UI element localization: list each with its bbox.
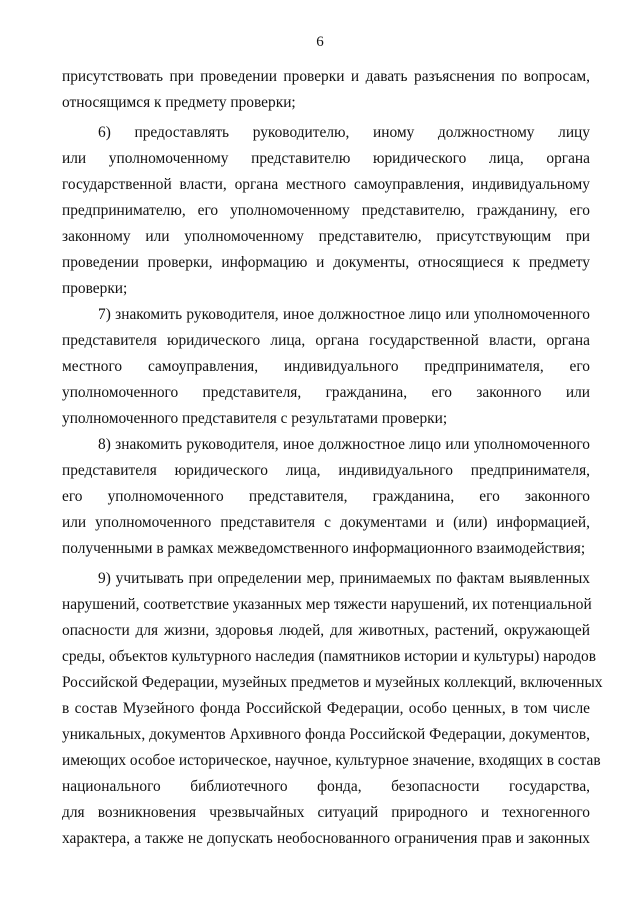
text-line: 9) учитывать при определении мер, принимаемых по фактам выявленных	[98, 570, 590, 587]
text-line: имеющих особое историческое, научное, культурное значение, входящих в состав	[62, 752, 601, 769]
text-line: в состав Музейного фонда Российской Федерации, особо ценных, в том числе	[62, 700, 590, 717]
text-line: присутствовать при проведении проверки и давать разъяснения по вопросам,	[62, 68, 590, 85]
text-line: уполномоченного представителя с результатами проверки;	[62, 410, 448, 427]
text-line: национального библиотечного фонда, безопасности государства,	[62, 778, 590, 795]
text-line: опасности для жизни, здоровья людей, для животных, растений, окружающей	[62, 622, 590, 639]
text-line: для возникновения чрезвычайных ситуаций природного и техногенного	[62, 804, 590, 821]
text-line: представителя юридического лица, индивидуального предпринимателя,	[62, 462, 590, 479]
text-line: государственной власти, органа местного самоуправления, индивидуальному	[62, 176, 590, 193]
text-line: Российской Федерации, музейных предметов и музейных коллекций, включенных	[62, 674, 603, 691]
text-line: его уполномоченного представителя, гражданина, его законного	[62, 488, 590, 505]
text-line: 6) предоставлять руководителю, иному должностному лицу	[98, 124, 590, 141]
text-line: среды, объектов культурного наследия (памятников истории и культуры) народов	[62, 648, 596, 665]
text-line: законному или уполномоченному представителю, присутствующим при	[62, 228, 590, 245]
text-line: предпринимателю, его уполномоченному представителю, гражданину, его	[62, 202, 590, 219]
text-line: проверки;	[62, 280, 128, 297]
text-line: относящимся к предмету проверки;	[62, 94, 296, 111]
text-line: 7) знакомить руководителя, иное должностное лицо или уполномоченного	[98, 306, 590, 323]
text-line: уполномоченного представителя, гражданина, его законного или	[62, 384, 590, 401]
text-line: нарушений, соответствие указанных мер тяжести нарушений, их потенциальной	[62, 596, 592, 613]
text-line: 8) знакомить руководителя, иное должностное лицо или уполномоченного	[98, 436, 590, 453]
text-line: представителя юридического лица, органа государственной власти, органа	[62, 332, 590, 349]
text-line: проведении проверки, информацию и документы, относящиеся к предмету	[62, 254, 590, 271]
text-line: или уполномоченному представителю юридического лица, органа	[62, 150, 590, 167]
text-line: или уполномоченного представителя с документами и (или) информацией,	[62, 514, 590, 531]
text-line: местного самоуправления, индивидуального предпринимателя, его	[62, 358, 590, 375]
text-line: уникальных, документов Архивного фонда Российской Федерации, документов,	[62, 726, 590, 743]
text-line: полученными в рамках межведомственного информационного взаимодействия;	[62, 540, 586, 557]
text-line: характера, а также не допускать необоснованного ограничения прав и законных	[62, 830, 590, 847]
page-number: 6	[316, 34, 324, 50]
